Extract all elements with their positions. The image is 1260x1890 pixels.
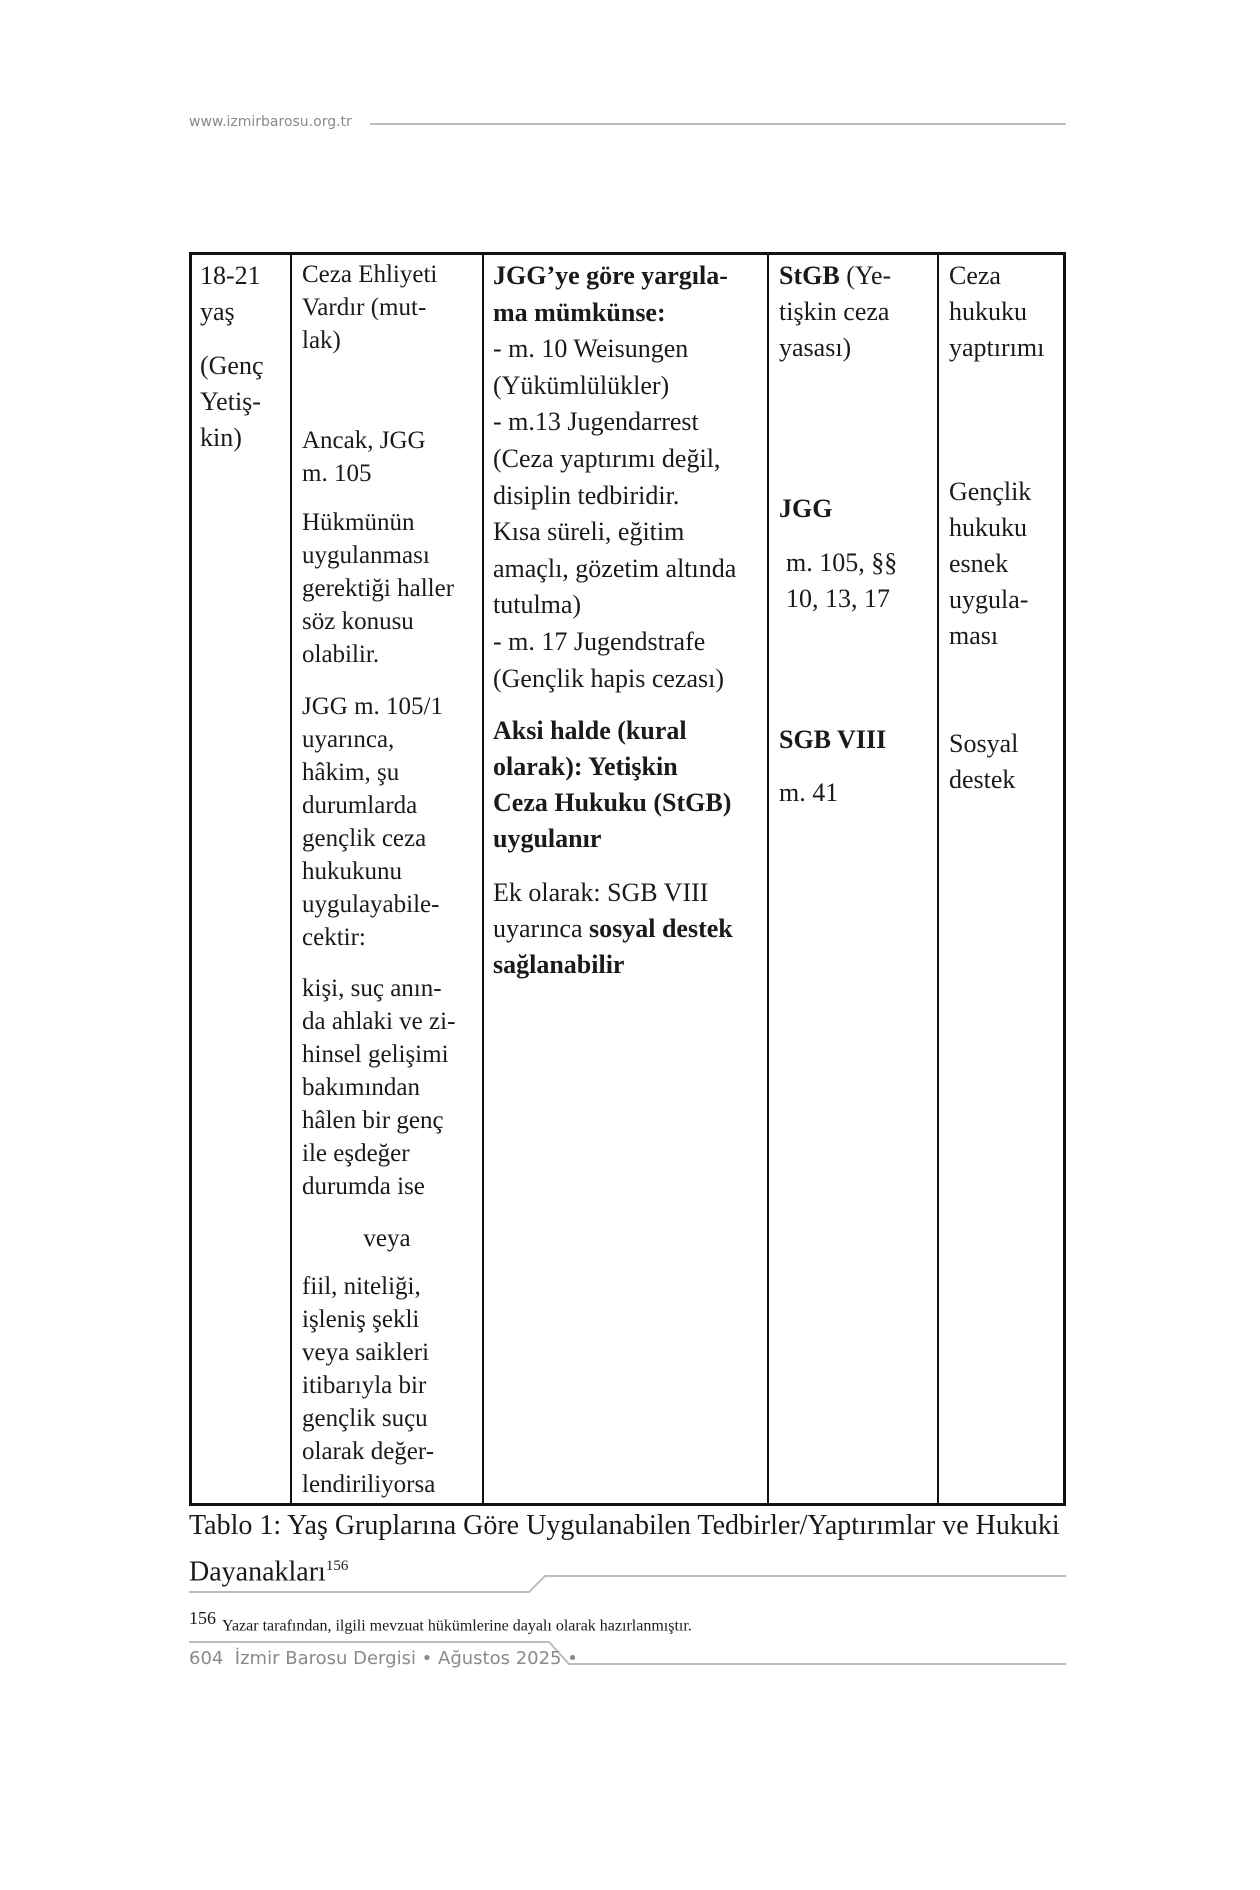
additional-prefix: Ek olarak: SGB VIII uyarınca — [493, 878, 709, 943]
measures-text — [493, 258, 736, 697]
legal-basis: m. 41 — [779, 778, 839, 807]
capacity-text: Ancak, JGG m. 105 — [302, 427, 426, 487]
additional-bold: sosyal destek sağlanabilir — [493, 914, 733, 979]
legal-basis-rest: (Ye- tişkin ceza yasası) — [779, 261, 892, 362]
capacity-text: Hükmünün uygulanması gerektiği haller söz konusu olabilir. — [302, 509, 455, 668]
column-divider — [767, 252, 769, 1506]
footnote-number: 156 — [189, 1608, 216, 1628]
legal-basis — [779, 258, 891, 366]
sanction-type: Sosyal destek — [949, 729, 1019, 794]
otherwise-text: Aksi halde (kural olarak): Yetişkin Ceza Hukuku (StGB) uygulanır — [493, 716, 732, 853]
capacity-text: fiil, niteliği, işleniş şekli veya saikleri itibarıyla bir gençlik suçu olarak değer- lendiriliyorsa — [302, 1273, 436, 1498]
capacity-text: kişi, suç anın- da ahlaki ve zi- hinsel gelişimi bakımından hâlen bir genç ile eşdeğer durumda ise — [302, 975, 456, 1200]
header-rule — [370, 123, 1066, 125]
age-group: (Genç Yetiş- kin) — [200, 351, 264, 452]
footnote-text: Yazar tarafından, ilgili mevzuat hükümlerine dayalı olarak hazırlanmıştır. — [222, 1617, 692, 1635]
legal-basis: JGG — [779, 494, 833, 523]
capacity-text: veya — [363, 1225, 411, 1252]
header-url: www.izmirbarosu.org.tr — [189, 114, 352, 130]
footnote-ref[interactable]: 156 — [325, 1558, 349, 1574]
caption-text: Tablo 1: Yaş Gruplarına Göre Uygulanabilen Tedbirler/Yaptırımlar ve Hukuki Dayanakları — [189, 1510, 1060, 1588]
caption-rule — [189, 1574, 1069, 1596]
age-range: 18-21 yaş — [200, 261, 261, 326]
capacity-text: JGG m. 105/1 uyarınca, hâkim, şu durumlarda gençlik ceza hukukunu uygulayabile- cektir: — [302, 693, 443, 951]
capacity-text: Ceza Ehliyeti Vardır (mut- lak) — [302, 261, 438, 354]
footer-text: 604 İzmir Barosu Dergisi • Ağustos 2025 • — [189, 1648, 578, 1669]
sanction-type: Ceza hukuku yaptırımı — [949, 261, 1045, 362]
measures-list: - m. 10 Weisungen (Yükümlülükler) - m.13 Jugendarrest (Ceza yaptırımı değil, disiplin tedbiridir. Kısa süreli, eğitim amaçlı, gözetim altında tutulma) - m. 17 Jugendstrafe (Gençlik hapis cezası) — [493, 334, 737, 693]
sanction-type: Gençlik hukuku esnek uygula- ması — [949, 477, 1032, 650]
column-divider — [937, 252, 939, 1506]
column-divider — [482, 252, 484, 1506]
measures-heading: JGG’ye göre yargıla- ma mümkünse: — [493, 261, 728, 327]
legal-basis-bold: StGB — [779, 261, 840, 290]
legal-basis: SGB VIII — [779, 725, 887, 754]
legal-basis: m. 105, §§ 10, 13, 17 — [786, 548, 898, 613]
column-divider — [290, 252, 292, 1506]
additional-text — [493, 875, 733, 983]
footnote — [189, 1608, 692, 1635]
